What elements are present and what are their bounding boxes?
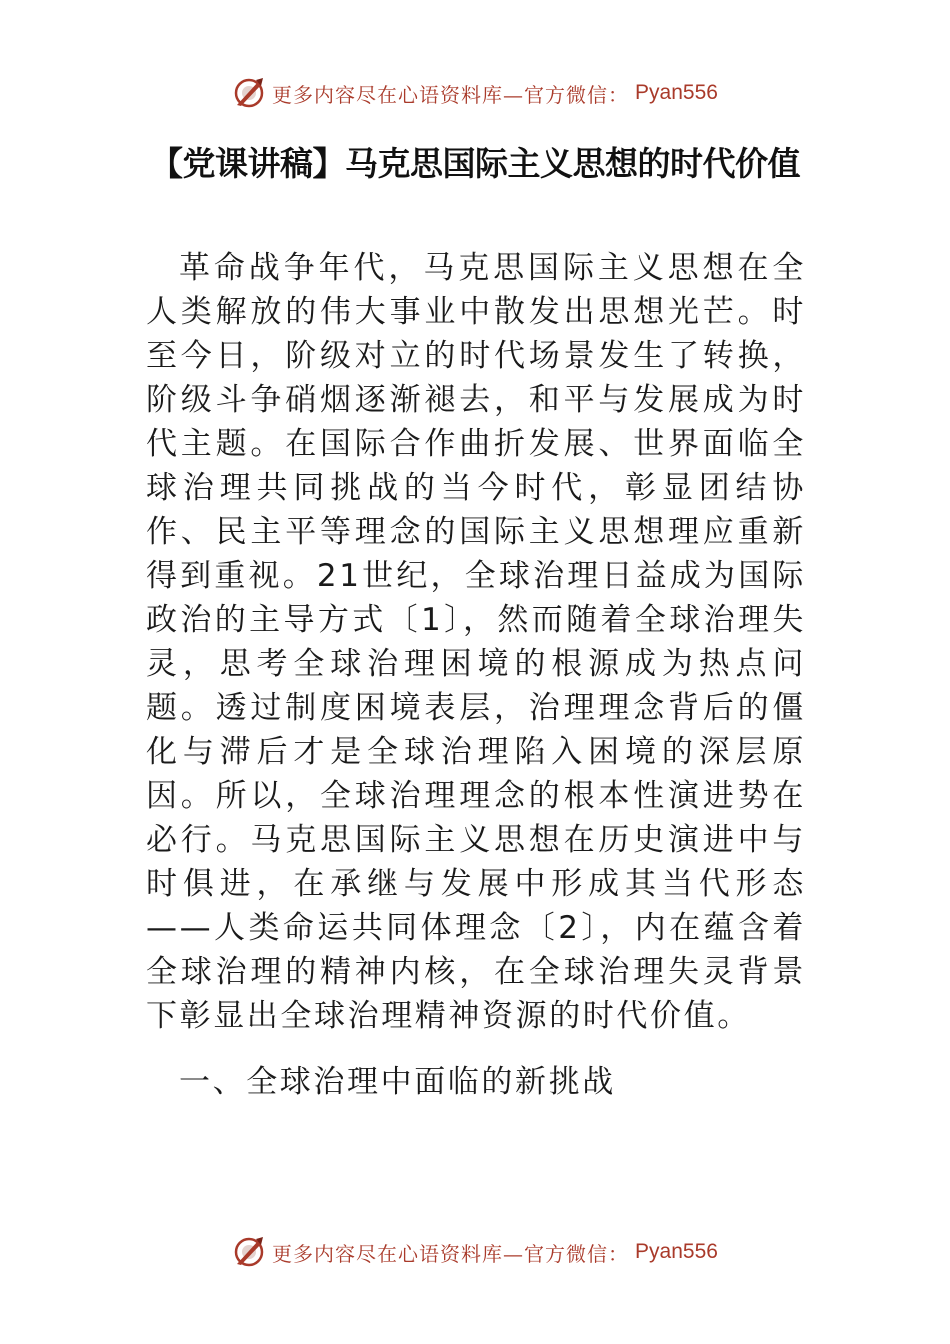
footer-watermark (0, 1232, 950, 1272)
quill-seal-icon (232, 1235, 266, 1269)
watermark-text: 更多内容尽在心语资料库—官方微信： (272, 82, 630, 107)
header-watermark (0, 73, 950, 113)
section-heading: 一、全球治理中面临的新挑战 (179, 1064, 616, 1100)
quill-seal-icon (232, 76, 266, 110)
watermark-handle: Pyan556 (635, 1240, 718, 1263)
document-title: 【党课讲稿】马克思国际主义思想的时代价值 (150, 144, 800, 183)
body-paragraph: 革命战争年代，马克思国际主义思想在全人类解放的伟大事业中散发出思想光芒。时至今日，阶级对立的时代场景发生了转换，阶级斗争硝烟逐渐褪去，和平与发展成为时代主题。在国际合作曲折发展、世界面临全球治理共同挑战的当今时代，彰显团结协作、民主平等理念的国际主义思想理应重新得到重视。21世纪，全球治理日益成为国际政治的主导方式〔1〕，然而随着全球治理失灵，思考全球治理困境的根源成为热点问题。透过制度困境表层，治理理念背后的僵化与滞后才是全球治理陷入困境的深层原因。所以，全球治理理念的根本性演进势在必行。马克思国际主义思想在历史演进中与时俱进，在承继与发展中形成其当代形态——人类命运共同体理念〔2〕，内在蕴含着全球治理的精神内核，在全球治理失灵背景下彰显出全球治理精神资源的时代价值。 (146, 250, 806, 1034)
watermark-handle: Pyan556 (635, 81, 718, 104)
watermark-text: 更多内容尽在心语资料库—官方微信： (272, 1241, 630, 1266)
